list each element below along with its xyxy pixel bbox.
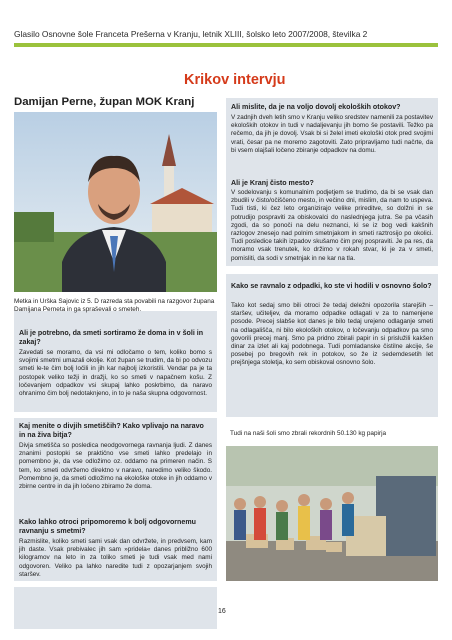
question-clean-city: Ali je Kranj čisto mesto?	[231, 179, 314, 187]
question-sorting: Ali je potrebno, da smeti sortiramo že doma in v šoli in zakaj?	[19, 329, 204, 346]
question-illegal-dumps: Kaj menite o divjih smetiščih? Kako vplivajo na naravo in na živa bitja?	[19, 422, 204, 439]
answer-children-help: Razmislite, koliko smeti sami vsak dan odvržete, in predvsem, kam jih daste. Vsak prebivalec jih sam »pridela« danes približno 600 kilogramov na leto in za toliko smeti je tudi vsak med nami odgovoren. Veliko pa lahko naredite tudi z opozarjanjem svojih staršev.	[19, 538, 212, 578]
article-title: Krikov intervju	[184, 72, 286, 88]
question-children-help: Kako lahko otroci pripomoremo k bolj odgovornemu ravnanju s smetmi?	[19, 518, 196, 535]
answer-panel-5	[14, 587, 217, 629]
interviewee-heading: Damijan Perne, župan MOK Kranj	[14, 96, 195, 108]
page-number: 16	[218, 608, 226, 615]
answer-school-waste: Tako kot sedaj smo bili otroci že tedaj deležni opozorila starejših – staršev, učiteljev, da moramo odpadke odlagati v za to namenjene posode. Precej slabše kot danes je bilo tedaj urejeno odlaganje smeti na odlagališča, ni bilo ekoloških otokov, o ločevanju odpadkov pa smo govorili precej manj. Smo pa pridno zbirali papir in si prislužili kakšen dinar za izlet ali kaj podobnega. Tudi pomladanske čistilne akcije, še posebej po bregovih rek in potokov, so že iz sedemdesetih let prejšnjega stoletja, ko sem obiskoval osnovno šolo.	[231, 302, 433, 367]
intro-text: Metka in Urška Sajovic iz 5. D razreda sta povabili na razgovor župana Damijana Perneta in ga spraševali o smeteh.	[14, 298, 215, 314]
question-school-waste: Kako se ravnalo z odpadki, ko ste vi hodili v osnovno šolo?	[231, 282, 432, 290]
answer-sorting: Zavedati se moramo, da vsi mi odločamo o tem, koliko bomo s svojimi smetmi umazali okolje. Kot župan se trudim, da bi po odvozu smeti le-te čim bolj ločili in jih kar najbolj izkoristili. Vendar pa je ta postopek veliko težji in dražji, ko so smeti v napačnem košu. Z ločevanjem odpadkov vsi skupaj lahko poskrbimo, da naravo ohranimo čim bolj nedotaknjeno, in to je naša skupna odgovornost.	[19, 349, 212, 398]
answer-illegal-dumps: Divja smetišča so posledica neodgovornega ravnanja ljudi. Z danes znanimi postopki se praktično vse smeti lahko predelajo in pomembno je, da vse odložimo oz. oddamo na primeren način. S tem, ko smeti odvržemo direktno v naravo, naredimo veliko škodo. Pomembno je, da smeti odložimo na ekološke otoke in jih oddamo v zbirne centre in da jih ločeno zbiramo že doma.	[19, 442, 212, 491]
mayor-portrait-photo	[14, 112, 217, 292]
paper-collection-photo	[226, 446, 438, 581]
publication-title: Glasilo Osnovne šole Franceta Prešerna v Kranju, letnik XLIII, šolsko leto 2007/2008, številka 2	[14, 29, 368, 39]
question-eco-islands: Ali mislite, da je na voljo dovolj ekoloških otokov?	[231, 103, 401, 111]
answer-eco-islands: V zadnjih dveh letih smo v Kranju veliko sredstev namenili za postavitev ekoloških otokov in tudi v nadaljevanju jih bomo še postavili. Težko pa rečemo, da jih je dovolj. Vsak bi si želel imeti ekološki otok pred svojimi vrati, česar pa ne moremo zagotoviti. Zato pripravljamo tudi načrte, da bi vsem olajšali ločeno zbiranje odpadkov na domu.	[231, 114, 433, 154]
header-rule	[14, 43, 438, 47]
photo-caption: Tudi na naši šoli smo zbrali rekordnih 50.130 kg papirja	[230, 430, 387, 437]
answer-clean-city: V sodelovanju s komunalnim podjetjem se trudimo, da bi se vsak dan zbudili v čisto/očiščeno mesto, in večino dni, mislim, da nam to uspeva. Tudi tisti, ki čez leto organizirajo velike prireditve, so dolžni in se potrudijo pospraviti za obiskovalci do naslednjega jutra. Se pa včasih zgodi, da so ponoči na delu neznanci, ki se iz bog vedi kakšnih razlogov znesejo nad polnim smetnjakom in smeti raztrosijo po okolici. Tudi posledice takih izpadov skušamo čim prej pospraviti. Je pa res, da moramo vsak trenutek, ko držimo v rokah stvar, ki je za v smeti, pomisliti, da sodi v smetnjak in ne kar na tla.	[231, 189, 433, 262]
